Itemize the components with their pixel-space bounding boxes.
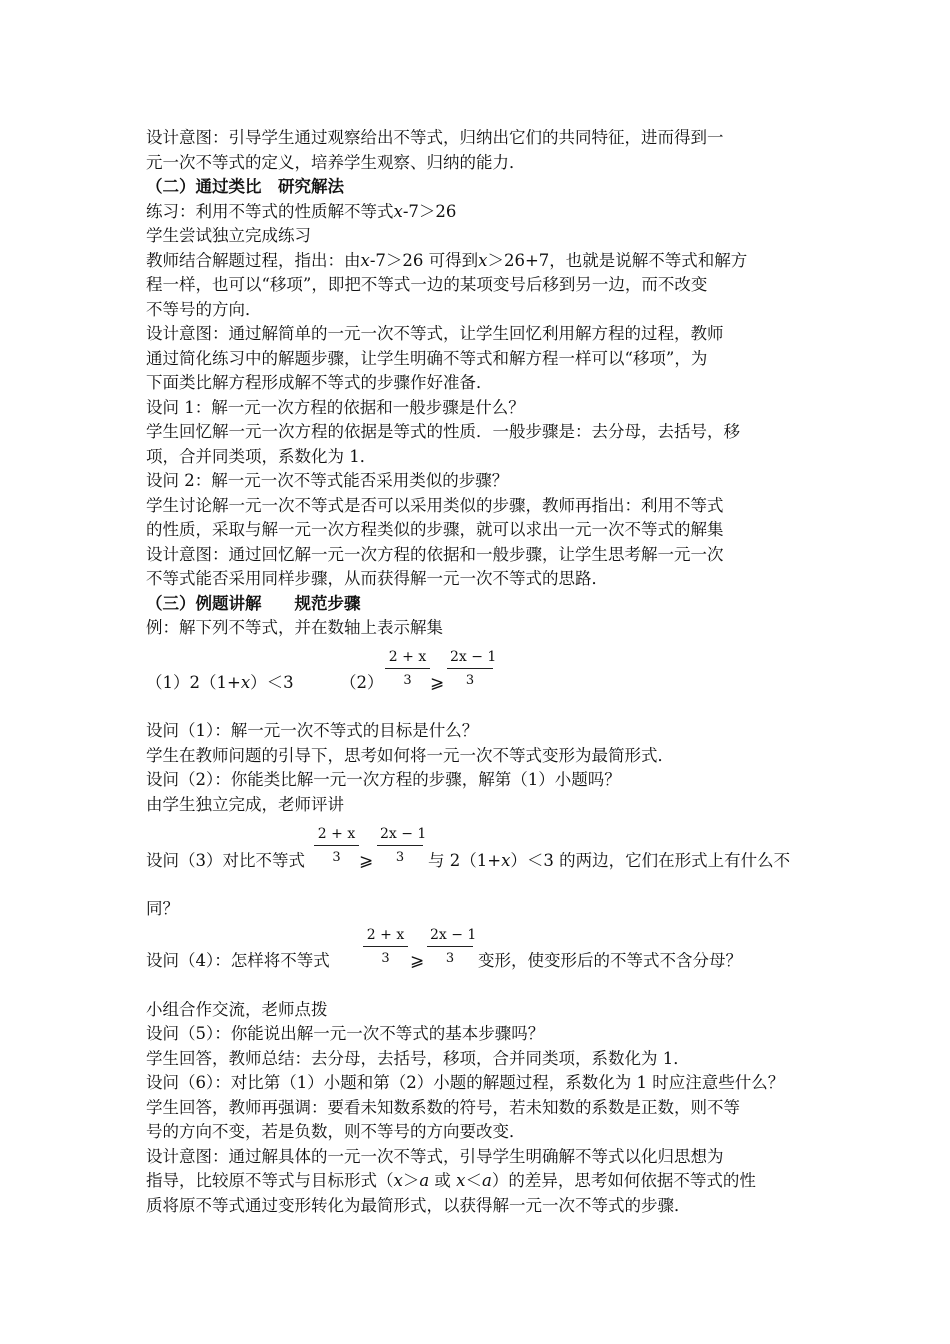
fraction-denominator: 3: [465, 673, 475, 688]
fraction-left: [385, 648, 430, 690]
text-line: 设问（5）：你能说出解一元一次不等式的基本步骤吗？: [146, 1024, 545, 1043]
text-line: 学生讨论解一元一次不等式是否可以采用类似的步骤，教师再指出：利用不等式: [146, 496, 724, 515]
text-line: 与 2（1+x）＜3 的两边，它们在形式上有什么不: [428, 851, 791, 870]
section-heading: （二）通过类比 研究解法: [146, 177, 344, 196]
text-line: 设问（2）：你能类比解一元一次方程的步骤，解第（1）小题吗？: [146, 770, 621, 789]
text-line: 教师结合解题过程，指出：由x-7＞26 可得到x＞26+7，也就是说解不等式和解方: [146, 251, 748, 270]
text-line: 变形，使变形后的不等式不含分母？: [478, 951, 742, 970]
text-line: 同？: [146, 899, 179, 918]
fraction-denominator: 3: [332, 850, 341, 865]
text-line: 例：解下列不等式，并在数轴上表示解集: [146, 618, 443, 637]
text-line: 通过简化练习中的解题步骤，让学生明确不等式和解方程一样可以“移项”，为: [146, 349, 708, 368]
fraction-numerator: 2x − 1: [447, 648, 493, 669]
text-line: 学生回答，教师总结：去分母，去括号，移项，合并同类项，系数化为 1．: [146, 1049, 690, 1068]
fraction-numerator: 2 + x: [385, 648, 430, 669]
text-line: 项，合并同类项，系数化为 1．: [146, 447, 377, 466]
text-line: 学生回忆解一元一次方程的依据是等式的性质．一般步骤是：去分母，去括号，移: [146, 422, 740, 441]
fraction-numerator: 2 + x: [314, 825, 359, 846]
text-line: 由学生独立完成，老师评讲: [146, 795, 344, 814]
text-line: 设计意图：引导学生通过观察给出不等式，归纳出它们的共同特征，进而得到一: [146, 128, 724, 147]
fraction-left: [314, 825, 359, 867]
fraction-denominator: 3: [403, 673, 412, 688]
text-line: 设问（3）对比不等式: [146, 851, 305, 870]
text-line: 学生在教师问题的引导下，思考如何将一元一次不等式变形为最简形式．: [146, 746, 674, 765]
text-line: 小组合作交流，老师点拨: [146, 1000, 328, 1019]
text-line: 下面类比解方程形成解不等式的步骤作好准备．: [146, 373, 493, 392]
fraction-denominator: 3: [445, 951, 455, 966]
text-line: 程一样，也可以“移项”，即把不等式一边的某项变号后移到另一边，而不改变: [146, 275, 708, 294]
geq-sign: ⩾: [430, 673, 445, 693]
text-line: 设问（4）：怎样将不等式: [146, 951, 330, 970]
text-line: 质将原不等式通过变形转化为最简形式，以获得解一元一次不等式的步骤．: [146, 1196, 691, 1215]
text-line: 练习：利用不等式的性质解不等式x-7＞26: [146, 202, 457, 221]
text-line: 设问 2：解一元一次不等式能否采用类似的步骤？: [146, 471, 509, 490]
fraction-denominator: 3: [381, 951, 390, 966]
fraction-numerator: 2x − 1: [427, 926, 473, 947]
fraction-right: [377, 825, 427, 867]
text-line: 不等式能否采用同样步骤，从而获得解一元一次不等式的思路．: [146, 569, 608, 588]
geq-sign: ⩾: [359, 851, 374, 871]
text-line: 设问（6）：对比第（1）小题和第（2）小题的解题过程，系数化为 1 时应注意些什么？: [146, 1073, 785, 1092]
fraction-right: [427, 926, 477, 968]
text-line: 元一次不等式的定义，培养学生观察、归纳的能力．: [146, 153, 526, 172]
text-line: 设计意图：通过解简单的一元一次不等式，让学生回忆利用解方程的过程，教师: [146, 324, 724, 343]
text-line: 不等号的方向．: [146, 300, 262, 319]
example-problem-1: （1）2（1+x）＜3: [146, 673, 294, 692]
fraction-left: [363, 926, 408, 968]
fraction-numerator: 2x − 1: [377, 825, 423, 846]
text-line: 号的方向不变，若是负数，则不等号的方向要改变．: [146, 1122, 526, 1141]
fraction-numerator: 2 + x: [363, 926, 408, 947]
text-line: 指导，比较原不等式与目标形式（x＞a 或 x＜a）的差异，思考如何依据不等式的性: [146, 1171, 756, 1190]
example-problem-2-label: （2）: [340, 673, 384, 692]
fraction-right: [447, 648, 497, 690]
text-line: 设计意图：通过解具体的一元一次不等式，引导学生明确解不等式以化归思想为: [146, 1147, 724, 1166]
text-line: 设问（1）：解一元一次不等式的目标是什么？: [146, 721, 479, 740]
fraction-denominator: 3: [395, 850, 405, 865]
text-line: 设问 1：解一元一次方程的依据和一般步骤是什么？: [146, 398, 525, 417]
section-heading: （三）例题讲解 规范步骤: [146, 594, 361, 613]
text-line: 的性质，采取与解一元一次方程类似的步骤，就可以求出一元一次不等式的解集: [146, 520, 724, 539]
text-line: 学生回答，教师再强调：要看未知数系数的符号，若未知数的系数是正数，则不等: [146, 1098, 740, 1117]
geq-sign: ⩾: [410, 951, 425, 971]
text-line: 学生尝试独立完成练习: [146, 226, 311, 245]
text-line: 设计意图：通过回忆解一元一次方程的依据和一般步骤，让学生思考解一元一次: [146, 545, 724, 564]
